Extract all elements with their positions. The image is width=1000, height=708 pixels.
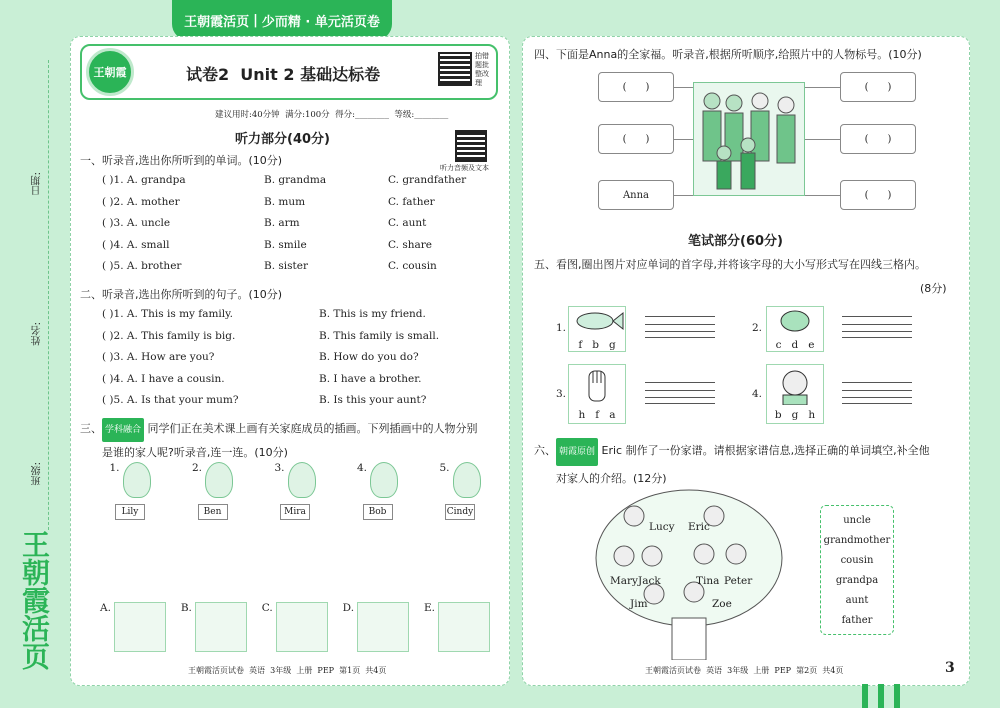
date-label: 日期:: [32, 172, 43, 196]
grandma-icon: [767, 365, 823, 405]
q5-item-number: 1.: [556, 322, 567, 334]
boy-portrait-icon: [370, 462, 398, 498]
tree-name: Jim: [630, 598, 648, 610]
girl-portrait-icon: [123, 462, 151, 498]
fish-icon: [569, 307, 625, 335]
pic-item: B.: [181, 602, 247, 652]
family-illustration-icon: [357, 602, 409, 652]
q2-rows: [102, 308, 482, 416]
family-people-icon: [694, 83, 804, 195]
letter-choices[interactable]: f b g: [578, 339, 616, 351]
label-blank[interactable]: ( ): [598, 124, 674, 154]
fish-picture: [568, 306, 626, 352]
word-bank-item[interactable]: aunt: [845, 594, 869, 606]
q3-pictures: [100, 602, 490, 652]
name-box[interactable]: Cindy: [445, 504, 475, 520]
listening-heading: 听力部分(40分): [235, 132, 330, 147]
q6-title: 六、 朝霞原创 Eric 制作了一份家谱。请根据家谱信息,选择正确的单词填空,补全他 对家人的介绍。(12分): [534, 438, 964, 492]
tree-name: Lucy: [649, 521, 675, 533]
top-tab: 王朝霞活页 | 少而精 · 单元活页卷: [172, 0, 392, 40]
connector-lines: [674, 195, 693, 196]
four-line-grid[interactable]: [645, 316, 715, 338]
pic-item: E.: [424, 602, 490, 652]
four-line-grid[interactable]: [645, 382, 715, 404]
family-illustration-icon: [114, 602, 166, 652]
tree-name: Jack: [638, 575, 661, 587]
kid-item: 2. Ben: [183, 462, 243, 520]
brand-logo: 王朝霞: [86, 48, 134, 96]
brand-label: 王朝霞活页: [184, 14, 250, 30]
q1-row: ( )5. A. brother B. sister C. cousin: [102, 260, 437, 272]
brand-vertical: 王朝霞活页: [18, 530, 51, 670]
q5-item-number: 3.: [556, 388, 567, 400]
q4-title: 四、下面是Anna的全家福。听录音,根据所听顺序,给照片中的人物标号。(10分): [534, 48, 922, 61]
tree-name: Tina: [696, 575, 720, 587]
connector-lines: [674, 87, 693, 88]
q3-title: 三、 学科融合 同学们正在美术课上画有关家庭成员的插画。下列插画中的人物分别 是谁的家人呢?听录音,连一连。(10分): [80, 418, 500, 464]
q1-row: ( )1. A. grandpa B. grandma C. grandfather: [102, 174, 467, 186]
word-bank: [820, 505, 894, 635]
label-blank[interactable]: ( ): [840, 180, 916, 210]
q2-row: ( )3. A. How are you? B. How do you do?: [102, 351, 419, 363]
label-blank[interactable]: ( ): [840, 124, 916, 154]
writing-heading: 笔试部分(60分): [688, 234, 783, 249]
slogan-label: 少而精 · 单元活页卷: [261, 14, 380, 30]
label-blank[interactable]: ( ): [840, 72, 916, 102]
family-illustration-icon: [276, 602, 328, 652]
four-line-grid[interactable]: [842, 316, 912, 338]
page-number: 3: [945, 660, 955, 676]
tree-name: Zoe: [712, 598, 732, 610]
letter-choices[interactable]: c d e: [775, 339, 815, 351]
anna-label: Anna: [598, 180, 674, 210]
egg-picture: [766, 306, 824, 352]
pic-item: C.: [262, 602, 328, 652]
exam-meta: 建议用时:40分钟 满分:100分 得分:________ 等级:________: [215, 110, 449, 120]
name-box[interactable]: Mira: [280, 504, 310, 520]
girl-portrait-icon: [453, 462, 481, 498]
q2-row: ( )4. A. I have a cousin. B. I have a brother.: [102, 372, 422, 385]
q1-row: ( )3. A. uncle B. arm C. aunt: [102, 217, 427, 229]
q1-row: ( )4. A. small B. smile C. share: [102, 238, 432, 251]
family-tree: [594, 488, 784, 660]
q6-badge: 朝霞原创: [556, 438, 598, 466]
footer-right: 王朝霞活页试卷 英语 3年级 上册 PEP 第2页 共4页: [645, 666, 844, 675]
q3-kids: [100, 462, 490, 520]
word-bank-item[interactable]: cousin: [840, 554, 874, 566]
hand-picture: [568, 364, 626, 424]
q1-rows: [102, 174, 482, 282]
boy-portrait-icon: [205, 462, 233, 498]
class-label: 班级:: [32, 462, 43, 486]
q2-title: 二、听录音,选出你所听到的句子。(10分): [80, 288, 283, 301]
grandma-picture: [766, 364, 824, 424]
kid-item: 4. Bob: [348, 462, 408, 520]
word-bank-item[interactable]: grandpa: [835, 574, 879, 586]
pic-item: A.: [100, 602, 166, 652]
footer-left: 王朝霞活页试卷 英语 3年级 上册 PEP 第1页 共4页: [188, 666, 387, 675]
family-photo: [693, 82, 805, 196]
page-title: 试卷2 Unit 2 基础达标卷: [186, 65, 381, 84]
hand-icon: [569, 365, 625, 405]
qr-code-icon[interactable]: [438, 52, 472, 86]
connector-lines: [674, 139, 693, 140]
letter-choices[interactable]: h f a: [578, 409, 616, 421]
q2-row: ( )1. A. This is my family. B. This is my friend.: [102, 308, 426, 320]
girl-portrait-icon: [288, 462, 316, 498]
letter-choices[interactable]: b g h: [774, 409, 816, 421]
tree-icon: [594, 488, 784, 660]
family-illustration-icon: [195, 602, 247, 652]
kid-item: 5. Cindy: [430, 462, 490, 520]
listen-qr-caption: 听力音频及文本: [440, 164, 489, 172]
q5-item-number: 4.: [752, 388, 763, 400]
name-box[interactable]: Bob: [363, 504, 393, 520]
corner-stripes: [862, 684, 900, 708]
kid-item: 3. Mira: [265, 462, 325, 520]
qr-caption: 拍错题批整改理: [475, 52, 489, 87]
word-bank-item[interactable]: uncle: [843, 514, 871, 526]
q5-item-number: 2.: [752, 322, 763, 334]
pic-item: D.: [343, 602, 409, 652]
egg-icon: [767, 307, 823, 335]
name-label: 姓名:: [32, 322, 43, 346]
q1-title: 一、听录音,选出你所听到的单词。(10分): [80, 154, 283, 167]
connector-lines: [805, 139, 840, 140]
q5-title: 五、看图,圈出图片对应单词的首字母,并将该字母的大小写形式写在四线三格内。: [534, 258, 926, 271]
q5-score: (8分): [920, 282, 947, 295]
tree-name: Peter: [724, 575, 753, 587]
four-line-grid[interactable]: [842, 382, 912, 404]
family-illustration-icon: [438, 602, 490, 652]
name-box[interactable]: Ben: [198, 504, 228, 520]
label-blank[interactable]: ( ): [598, 72, 674, 102]
binding-dashed-line: [48, 60, 49, 530]
listen-qr-icon[interactable]: [455, 130, 487, 162]
kid-item: 1. Lily: [100, 462, 160, 520]
q3-badge: 学科融合: [102, 418, 144, 442]
name-box[interactable]: Lily: [115, 504, 145, 520]
tree-name: Mary: [610, 575, 638, 587]
word-bank-item[interactable]: father: [841, 614, 873, 626]
word-bank-item[interactable]: grandmother: [823, 534, 891, 546]
q2-row: ( )2. A. This family is big. B. This family is small.: [102, 329, 440, 342]
q2-row: ( )5. A. Is that your mum? B. Is this your aunt?: [102, 394, 427, 406]
q1-row: ( )2. A. mother B. mum C. father: [102, 195, 435, 208]
tree-name: Eric: [688, 521, 710, 533]
connector-lines: [805, 195, 840, 196]
connector-lines: [805, 87, 840, 88]
